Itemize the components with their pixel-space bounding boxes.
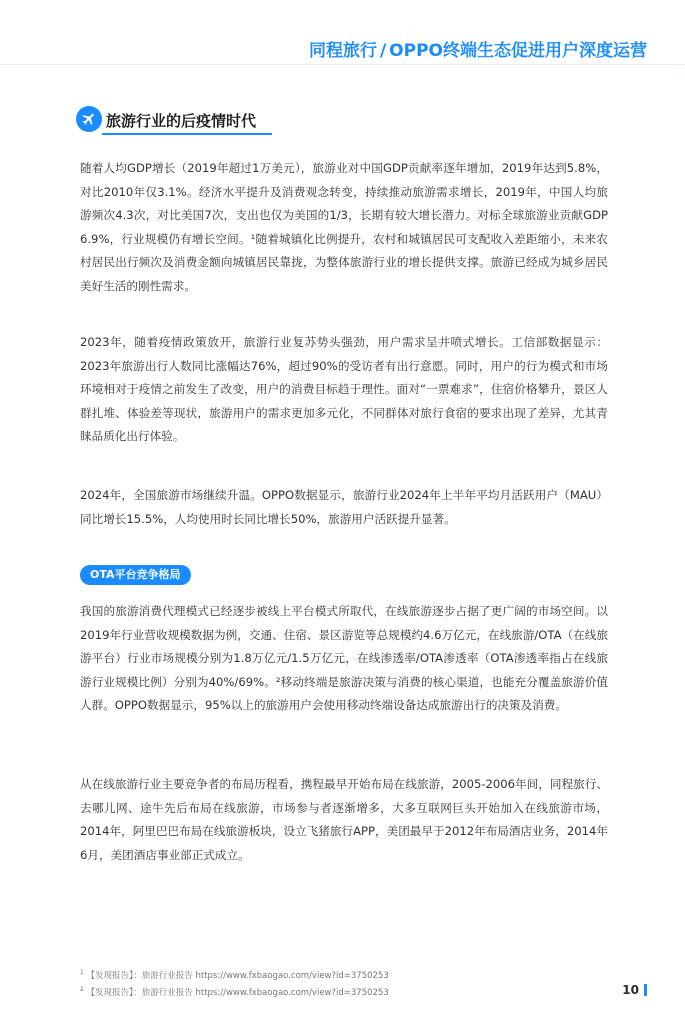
footnote-1: [80, 966, 389, 983]
airplane-icon: [76, 106, 102, 132]
paragraph-2024-market: 2024年，全国旅游市场继续升温。OPPO数据显示，旅游行业2024年上半年平均月活跃用户（MAU）同比增长15.5%，人均使用时长同比增长50%，旅游用户活跃提升显著。: [80, 488, 608, 526]
page-number: [622, 983, 647, 997]
header-subtitle: OPPO终端生态促进用户深度运营: [389, 41, 647, 61]
document-header-title: [309, 36, 647, 61]
paragraph-competitor-landscape: 从在线旅游行业主要竞争者的布局历程看，携程最早开始布局在线旅游，2005-2006年间，同程旅行、去哪儿网、途牛先后布局在线旅游，市场参与者逐渐增多，大多互联网巨头开始加入在线旅游市场，2014年，阿里巴巴布局在线旅游板块，设立飞猪旅行APP，美团最早于2012年布局酒店业务，2014年6月，美团酒店事业部正式成立。: [80, 777, 608, 862]
footnote-2: [80, 983, 389, 1000]
header-separator: /: [379, 41, 387, 61]
section-heading: [80, 104, 272, 136]
header-brand: 同程旅行: [308, 41, 377, 61]
paragraph-2023-recovery: 2023年，随着疫情政策放开，旅游行业复苏势头强劲，用户需求呈井喷式增长。工信部数据显示：2023年旅游出行人数同比涨幅达76%，超过90%的受访者有出行意愿。同时，用户的行为模式和市场环境相对于疫情之前发生了改变，用户的消费目标趋于理性。面对“一票难求”，住宿价格攀升，景区人群扎堆、体验差等现状，旅游用户的需求更加多元化，不同群体对旅行食宿的要求出现了差异，尤其青睐品质化出行体验。: [80, 335, 608, 443]
paragraph-gdp-growth: 随着人均GDP增长（2019年超过1万美元），旅游业对中国GDP贡献率逐年增加，2019年达到5.8%，对比2010年仅3.1%。经济水平提升及消费观念转变，持续推动旅游需求增长，2019年，中国人均旅游频次4.3次，对比美国7次，支出也仅为美国的1/3，长期有较大增长潜力。对标全球旅游业贡献GDP 6.9%，行业规模仍有增长空间。¹随着城镇化比例提升，农村和城镇居民可支配收入差距缩小，未来农村居民出行频次及消费金额向城镇居民靠拢，为整体旅游行业的增长提供支撑。旅游已经成为城乡居民美好生活的刚性需求。: [80, 161, 608, 293]
footnote-text: 【发现报告】：旅游行业报告 https://www.fxbaogao.com/view?id=3750253: [86, 970, 389, 981]
footnote-mark: 2: [80, 985, 84, 993]
ota-competition-tag: OTA平台竞争格局: [80, 565, 191, 585]
footnote-text: 【发现报告】：旅游行业报告 https://www.fxbaogao.com/view?id=3750253: [86, 987, 389, 998]
footnote-mark: 1: [80, 969, 84, 976]
header-divider: [0, 64, 685, 65]
page-number-text: 10: [622, 983, 639, 997]
paragraph-online-travel: 我国的旅游消费代理模式已经逐步被线上平台模式所取代，在线旅游逐步占据了更广阔的市场空间。以2019年行业营收规模数据为例，交通、住宿、景区游览等总规模约4.6万亿元，在线旅游/OTA（在线旅游平台）行业市场规模分别为1.8万亿元/1.5万亿元，在线渗透率/OTA渗透率（OTA渗透率指占在线旅游行业规模比例）分别为40%/69%。²移动终端是旅游决策与消费的核心渠道，也能充分覆盖旅游价值人群。OPPO数据显示，95%以上的旅游用户会使用移动终端设备达成旅游出行的决策及消费。: [80, 604, 608, 712]
footnotes: [80, 966, 389, 1000]
page-number-accent-bar: [644, 984, 647, 996]
section-heading-text: 旅游行业的后疫情时代: [106, 111, 257, 130]
heading-underline: [102, 133, 272, 135]
